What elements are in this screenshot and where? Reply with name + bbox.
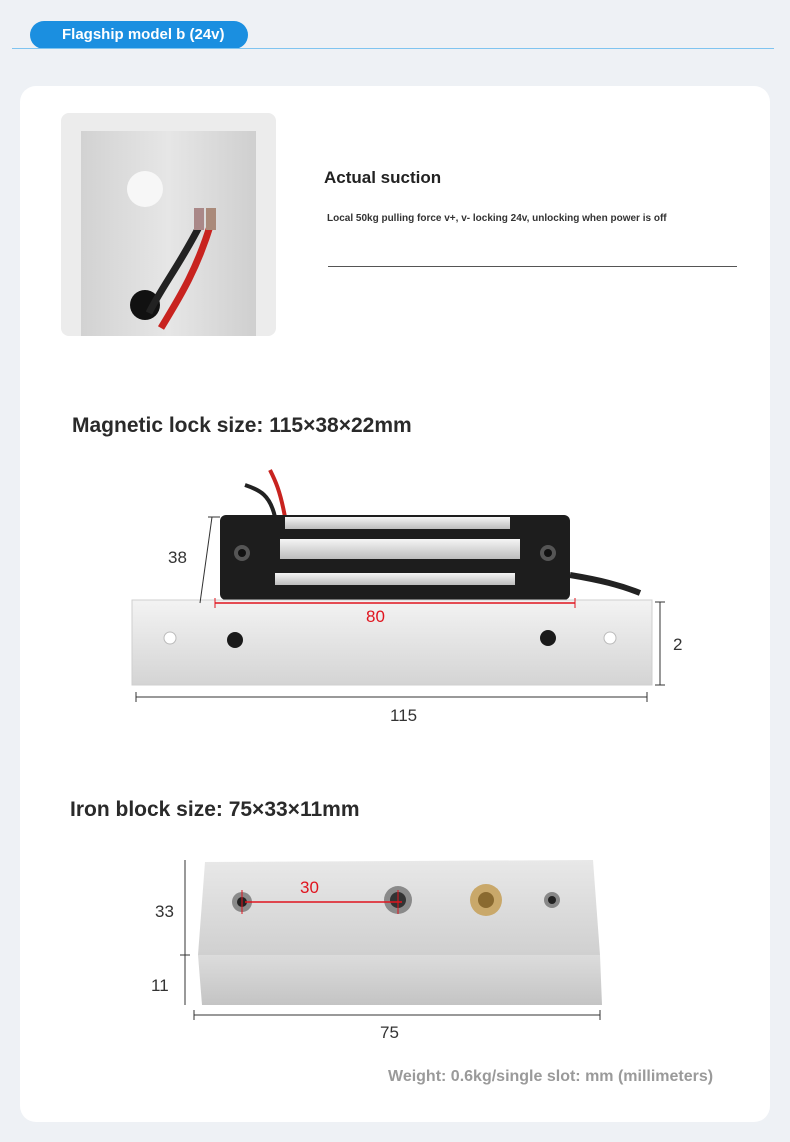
model-title-badge bbox=[30, 21, 248, 49]
lock-inner-width-label: 80 bbox=[366, 607, 385, 626]
block-thickness-label: 11 bbox=[151, 976, 169, 995]
weight-note: Weight: 0.6kg/single slot: mm (millimeters) bbox=[388, 1068, 714, 1085]
lock-side-label: 2 bbox=[673, 635, 683, 654]
feature-divider bbox=[328, 266, 737, 267]
lock-width-label: 115 bbox=[390, 706, 418, 725]
magnetic-lock-figure bbox=[120, 465, 683, 715]
block-width-label: 75 bbox=[380, 1023, 399, 1042]
lock-height-label: 38 bbox=[168, 548, 187, 567]
iron-block-heading: Iron block size: 75×33×11mm bbox=[70, 798, 360, 821]
block-hole-spacing-label: 30 bbox=[300, 878, 319, 897]
magnetic-lock-heading: Magnetic lock size: 115×38×22mm bbox=[72, 414, 412, 437]
feature-title: Actual suction bbox=[324, 168, 442, 187]
iron-block-figure bbox=[180, 850, 610, 1030]
feature-description: Local 50kg pulling force v+, v- locking 24v, unlocking when power is off bbox=[327, 213, 667, 224]
block-height-label: 33 bbox=[155, 902, 174, 921]
suction-photo bbox=[61, 113, 276, 336]
header-divider bbox=[12, 48, 774, 49]
model-title: Flagship model b (24v) bbox=[62, 26, 225, 43]
